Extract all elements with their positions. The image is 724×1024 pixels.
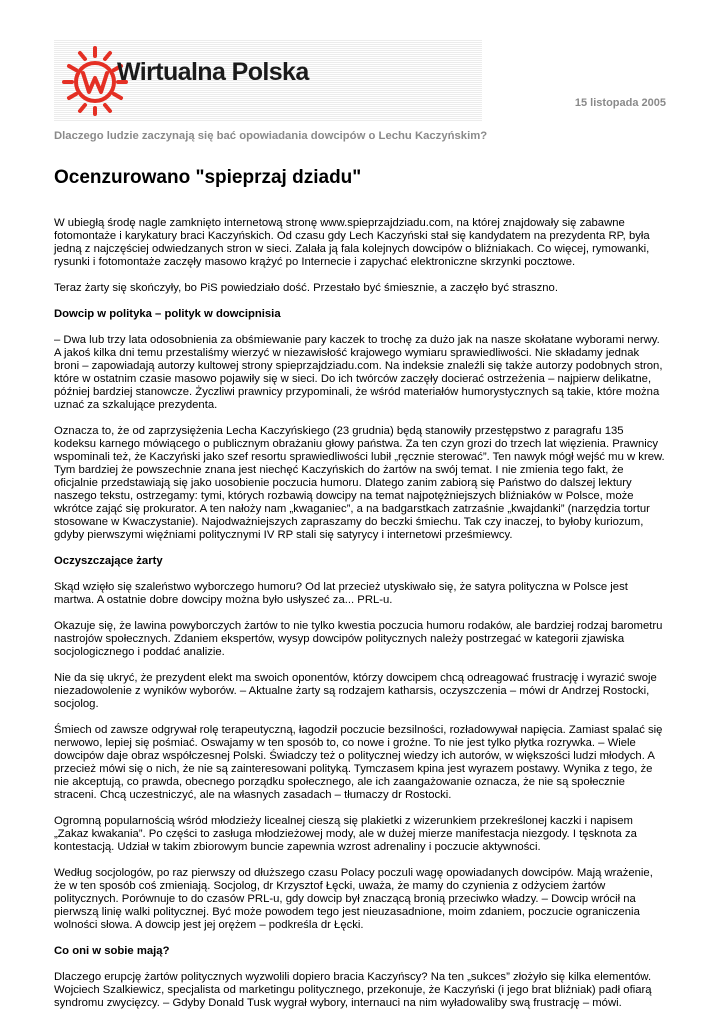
paragraph: Ogromną popularnością wśród młodzieży licealnej cieszą się plakietki z wizerunkiem przekreślonej kaczki i napisem „Zakaz kwakania”. Po części to zasługa młodzieżowej mody, ale w dużej mierze manifestacja niezgody. I tęsknota za kontestacją. Udział w takim zbiorowym buncie zapewnia wzrost adrenaliny i poczucie aktywności. (54, 815, 637, 853)
paragraph: Oznacza to, że od zaprzysiężenia Lecha Kaczyńskiego (23 grudnia) będą stanowiły przestępstwo z paragrafu 135 kodeksu karnego mówiącego o publicznym obrażaniu głowy państwa. Za ten czyn grozi do trzech lat więzienia. Prawnicy wspominali też, że Kaczyński jako szef resortu sprawiedliwości lubił „ręcznie sterować”. Ten nawyk mógł wejść mu w krew. Tym bardziej że powszechnie znana jest niechęć Kaczyńskich do żartów na swój temat. I nie zmienia tego fakt, że oficjalnie przedstawiają się jako uosobienie poczucia humoru. Dlatego zanim zabiorą się Państwo do dalszej lektury naszego tekstu, ostrzegamy: tymi, których rozbawią dowcipy na temat najpotężniejszych bliźniaków w Polsce, może wkrótce zająć się prokurator. A ten nałoży nam „kwaganiec”, a na badgarstkach zatrzaśnie „kwajdanki” (narzędzia tortur stosowane w Kwaczystanie). Najodważniejszych zapraszamy do beczki śmiechu. Tak czy inaczej, to byłoby kuriozum, gdyby pierwszymi więźniami politycznymi IV RP stali się satyrycy i internetowi prześmiewcy. (54, 425, 665, 541)
article-body (54, 130, 666, 1023)
section-heading: Co oni w sobie mają? (54, 945, 170, 957)
brand-name: Wirtualna Polska (117, 58, 309, 86)
article-date: 15 listopada 2005 (574, 97, 666, 109)
paragraph: Skąd wzięło się szaleństwo wyborczego humoru? Od lat przecież utyskiwało się, że satyra polityczna w Polsce jest martwa. A ostatnie dobre dowcipy można było usłyszeć za... PRL-u. (54, 581, 628, 606)
paragraph: Śmiech od zawsze odgrywał rolę terapeutyczną, łagodził poczucie bezsilności, rozładowywał napięcia. Zamiast spalać się nerwowo, lepiej się pośmiać. Oswajamy w ten sposób to, co nowe i groźne. To nie jest tylko płytka rozrywka. – Wiele dowcipów daje obraz współczesnej Polski. Świadczy też o politycznej wiedzy ich autorów, w większości ludzi młodych. A przecież mówi się o nich, że nie są zainteresowani polityką. Tymczasem kpina jest wyrazem postawy. Wynika z tego, że nie akceptują, co prawda, obecnego porządku społecznego, ale ich zaangażowanie oznacza, że nie są społecznie straceni. Chcą uczestniczyć, ale na własnych zasadach – tłumaczy dr Rostocki. (54, 724, 663, 801)
paragraph: – Dwa lub trzy lata odosobnienia za obśmiewanie pary kaczek to trochę za dużo jak na nasze skołatane wyborami nerwy. A jakoś kilka dni temu przestaliśmy wierzyć w niezawisłość krajowego wymiaru sprawiedliwości. Nie składamy jednak broni – zapowiadają autorzy kultowej strony spieprzajdziadu.com. Na indeksie znaleźli się także autorzy podobnych stron, które w ostatnim czasie masowo pojawiły się w sieci. Do ich twórców zaczęły docierać ostrzeżenia – najpierw delikatne, później bardziej stanowcze. Życzliwi prawnicy przypominali, że wśród materiałów humorystycznych są takie, które można uznać za szkalujące prezydenta. (54, 334, 663, 411)
paragraph: Dlaczego erupcję żartów politycznych wyzwolili dopiero bracia Kaczyńscy? Na ten „sukces” złożyło się kilka elementów. Wojciech Szalkiewicz, specjalista od marketingu politycznego, przekonuje, że Kaczyński (i jego brat bliźniak) padł ofiarą syndromu zwycięzcy. – Gdyby Donald Tusk wygrał wybory, internauci na nim wyładowaliby swą frustrację – mówi. (54, 971, 652, 1009)
paragraph: Okazuje się, że lawina powyborczych żartów to nie tylko kwestia poczucia humoru rodaków, ale bardziej rodzaj barometru nastrojów społecznych. Zdaniem ekspertów, wysyp dowcipów politycznych należy postrzegać w kategorii zjawiska socjologicznego i poddać analizie. (54, 620, 663, 658)
paragraph: Nie da się ukryć, że prezydent elekt ma swoich oponentów, którzy dowcipem chcą odreagować frustrację i wyrazić swoje niezadowolenie z wyników wyborów. – Aktualne żarty są rodzajem katharsis, oczyszczenia – mówi dr Andrzej Rostocki, socjolog. (54, 672, 657, 710)
section-heading: Oczyszczające żarty (54, 555, 163, 567)
paragraph: Teraz żarty się skończyły, bo PiS powiedziało dość. Przestało być śmiesznie, a zaczęło być straszno. (54, 282, 558, 294)
paragraph: W ubiegłą środę nagle zamknięto internetową stronę www.spieprzajdziadu.com, na której znajdowały się zabawne fotomontaże i karykatury braci Kaczyńskich. Od czasu gdy Lech Kaczyński stał się kandydatem na prezydenta RP, była jedną z najczęściej odwiedzanych stron w sieci. Zalała ją fala kolejnych dowcipów o bliźniakach. Co więcej, rymowanki, rysunki i fotomontaże zaczęły masowo krążyć po Internecie i zapychać elektroniczne skrzynki pocztowe. (54, 217, 650, 268)
paragraph: Według socjologów, po raz pierwszy od dłuższego czasu Polacy poczuli wagę opowiadanych dowcipów. Mają wrażenie, że w ten sposób coś zmieniają. Socjolog, dr Krzysztof Łęcki, uważa, że mamy do czynienia z odżyciem żartów politycznych. Porównuje to do czasów PRL-u, gdy dowcip był znaczącą bronią przeciwko władzy. – Dowcip wrócił na pierwszą linię walki politycznej. Być może powodem tego jest nieuzasadnione, moim zdaniem, poczucie ograniczenia wolności słowa. A dowcip jest jej orężem – podkreśla dr Łęcki. (54, 867, 653, 931)
article-title: Ocenzurowano "spieprzaj dziadu" (54, 167, 362, 188)
article-lead: Dlaczego ludzie zaczynają się bać opowiadania dowcipów o Lechu Kaczyńskim? (54, 130, 488, 142)
section-heading: Dowcip w polityka – polityk w dowcipnisia (54, 308, 281, 320)
